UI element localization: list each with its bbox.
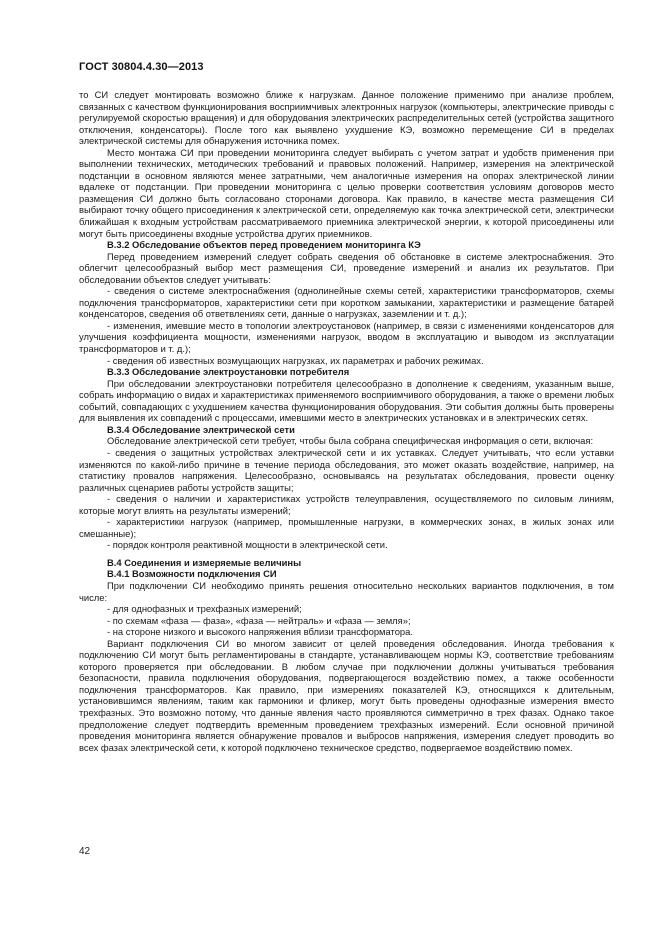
list-item: - сведения о наличии и характеристиках устройств телеуправления, осуществляемого по силовым линиям, которые могут влиять на результаты измерений; [79,493,614,516]
paragraph: Обследование электрической сети требует, чтобы была собрана специфическая информация о сети, включая: [107,435,594,447]
list-item: - изменения, имевшие место в топологии электроустановок (например, в связи с изменениями конденсаторов для улучшения коэффициента мощности, изменениями нагрузок, вводом в эксплуатацию и выводом из эксплуатации трансформаторов и т. д.); [79,319,614,355]
list-item: - сведения о системе электроснабжения (однолинейные схемы сетей, характеристики трансформаторов, схемы подключения трансформаторов, характеристики сети при коротком замыкании, характеристики и размещение батарей конденсаторов, сведения об ответвлениях сети, данные о нагрузках, заземлении и т. д.); [79,285,614,320]
document-body [79,89,614,753]
paragraph: При подключении СИ необходимо принять решения относительно нескольких вариантов подключения, в том числе: [79,579,614,603]
list-item: - по схемам «фаза — фаза», «фаза — нейтраль» и «фаза — земля»; [107,614,411,626]
list-item: - на стороне низкого и высокого напряжения вблизи трансформатора. [107,626,413,638]
list-item: - сведения об известных возмущающих нагрузках, их параметрах и рабочих режимах. [107,354,484,366]
list-item: - для однофазных и трехфазных измерений; [107,603,302,615]
paragraph: то СИ следует монтировать возможно ближе к нагрузкам. Данное положение применимо при анализе проблем, связанных с качеством функционирования восприимчивых электронных нагрузок (компьютеры, электрические приводы с регулируемой скоростью вращения) и для оборудования электрических распределительных сетей (устройства защитного отключения, конденсаторы). После того как выявлено ухудшение КЭ, возможно перемещение СИ в пределах электрической системы для обнаружения источника помех. [79,89,614,147]
section-heading-b33: В.3.3 Обследование электроустановки потребителя [107,366,350,378]
paragraph: При обследовании электроустановки потребителя целесообразно в дополнение к сведениям, указанным выше, собрать информацию о видах и характеристиках применяемого восприимчивого оборудования, а также о времени любых событий, совпадающих с ухудшением качества функционирования оборудования. Эти события должны быть проверены для выявления их совпадений с процессами, имевшими место в электрических установках и в электрических сетях. [79,377,614,424]
section-heading-b34: В.3.4 Обследование электрической сети [107,423,295,435]
list-item: - сведения о защитных устройствах электрической сети и их уставках. Следует учитывать, что если уставки изменяются по какой-либо причине в течение периода обследования, это может оказать воздействие, например, на статистику провалов напряжения. Целесообразно, основываясь на результатах обследования, провести оценку различных сценариев работы устройств защиты; [79,446,614,493]
page-number: 42 [79,846,91,857]
section-heading-b41: В.4.1 Возможности подключения СИ [107,568,277,580]
list-item: - порядок контроля реактивной мощности в электрической сети. [107,539,388,551]
paragraph: Перед проведением измерений следует собрать сведения об обстановке в системе электроснабжения. Это облегчит целесообразный выбор мест размещения СИ, проведение измерений и анализ их результатов. При обследовании объектов следует учитывать: [79,250,614,285]
paragraph: Вариант подключения СИ во многом зависит от целей проведения обследования. Иногда требования к подключению СИ могут быть регламентированы в стандарте, устанавливающем нормы КЭ, соответствие требованиям которого проверяется при обследовании. В любом случае при подключении должны учитываться требования безопасности, правила подключения оборудования, подвергающегося воздействию помех, а также особенности подключения трансформаторов. Как правило, при измерениях показателей КЭ, относящихся к длительным, установившимся явлениям, таким как гармоники и фликер, могут быть проведены однофазные измерения вместо трехфазных. Это возможно потому, что данные явления часто проявляются симметрично в трех фазах. Однако такое предположение следует подтвердить временным проведением трехфазных измерений. Если основной причиной проведения мониторинга является обнаружение провалов и выбросов напряжения, измерения следует проводить во всех фазах электрической сети, к которой подключено техническое средство, подвергаемое воздействию помех. [79,637,614,753]
section-heading-b32: В.3.2 Обследование объектов перед проведением мониторинга КЭ [107,239,421,251]
document-header: ГОСТ 30804.4.30—2013 [79,61,204,73]
section-heading-b4: В.4 Соединения и измеряемые величины [107,556,302,568]
paragraph: Место монтажа СИ при проведении мониторинга следует выбирать с учетом затрат и удобств применения при выполнении технических, методических требований и правовых положений. Например, измерения на электрической подстанции в основном являются менее затратными, чем аналогичные измерения на опорах электрической линии вдалеке от подстанции. При проведении мониторинга с целью проверки соответствия условиям договоров место размещения СИ должно быть согласовано сторонами договора. Как правило, в качестве места размещения СИ выбирают точку общего присоединения к электрической сети, определяемую как точка электрической сети, электрически ближайшая к входным устройствам рассматриваемого приемника электрической энергии, к которой присоединены или могут быть присоединены входные устройства других приемников. [79,146,614,239]
list-item: - характеристики нагрузок (например, промышленные нагрузки, в коммерческих зонах, в жилых зонах или смешанные); [79,516,614,539]
